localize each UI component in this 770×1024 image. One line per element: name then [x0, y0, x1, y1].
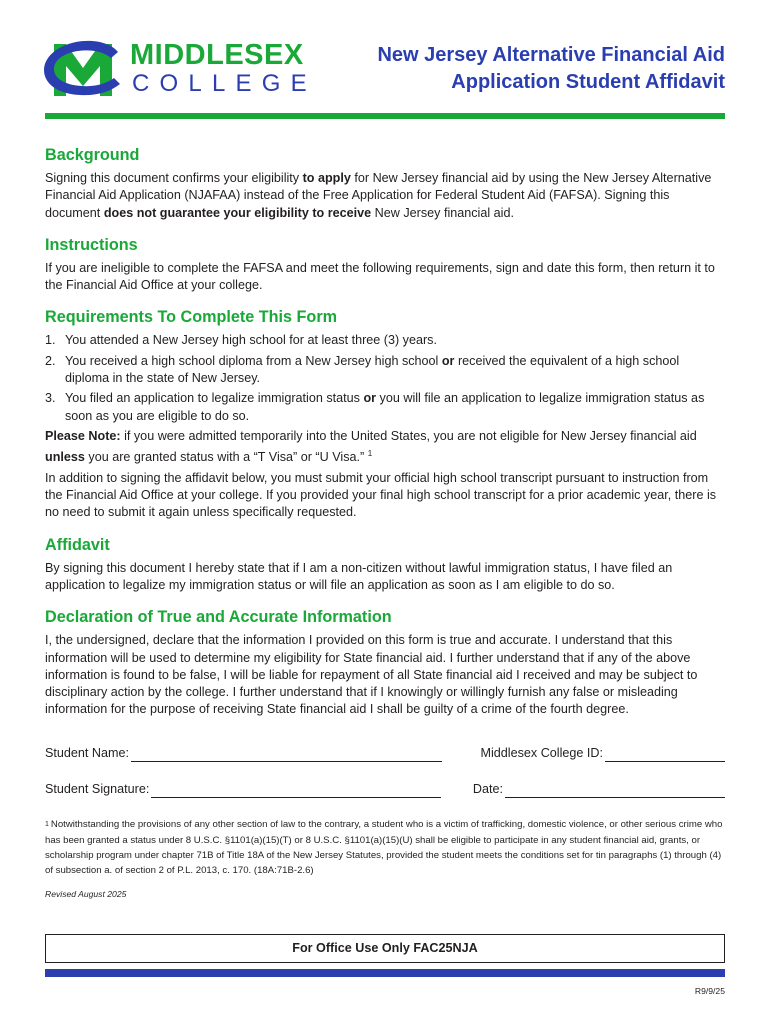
- list-item: [45, 353, 725, 388]
- requirements-list: [45, 332, 725, 424]
- title-line-1: New Jersey Alternative Financial Aid: [377, 44, 725, 66]
- college-id-line[interactable]: [605, 749, 725, 762]
- footnote-text: Notwithstanding the provisions of any other section of law to the contrary, a student who is a victim of trafficking, domestic violence, or other serious crime who has been granted a status under 8 U.S.C. §1101(a)(15)(T) or 8 U.S.C. §1101(a)(15)(U) shall be eligible to participate in any student financial aid, grants, or scholarship program under chapter 71B of Title 18A of the New Jersey Statutes, provided the student meets the conditions set for tin paragraphs (1) through (4) of subsection a. of section 2 of P.L. 2013, c. 170. (18A:71B-2.6): [45, 819, 723, 876]
- document-body: [45, 145, 725, 903]
- header-divider: [45, 113, 725, 119]
- list-item: [45, 390, 725, 425]
- student-name-field[interactable]: [45, 745, 442, 762]
- list-item-text: received the equivalent of a high school diploma in the state of New Jersey.: [65, 353, 680, 386]
- college-logo: [40, 38, 320, 100]
- mc-monogram-icon: [40, 38, 126, 98]
- background-text: [45, 170, 725, 222]
- background-bold-2: does not guarantee your eligibility to receive: [103, 205, 372, 220]
- background-text-2: for New Jersey financial aid by using the New Jersey Alternative Financial Aid Application (NJAFAA) instead of the Free Application for Federal Student Aid (FAFSA). Signing this document: [45, 171, 712, 220]
- background-text-3: New Jersey financial aid.: [371, 205, 514, 220]
- list-item-bold: or: [363, 391, 377, 406]
- background-bold-1: to apply: [302, 171, 351, 185]
- footer-divider: [45, 969, 725, 977]
- footnote-mark: 1: [45, 821, 49, 829]
- note-label: Please Note:: [45, 428, 121, 443]
- transcript-text: In addition to signing the affidavit below, you must submit your official high school transcript pursuant to instruction from the Financial Aid Office at your college. If you provided your final high school transcript for a prior academic year, there is no need to submit it again unless specifically requested.: [45, 470, 717, 520]
- college-id-field[interactable]: [481, 745, 726, 762]
- footnote: [45, 817, 725, 878]
- student-signature-field[interactable]: [45, 781, 441, 798]
- note-text-2: you are granted status with a “T Visa” or “U Visa.”: [84, 450, 365, 465]
- note-text-1: if you were admitted temporarily into the United States, you are not eligible for New Jersey financial aid: [120, 428, 697, 443]
- college-id-label: Middlesex College ID:: [480, 745, 603, 760]
- list-item-bold: or: [441, 353, 455, 368]
- declaration-heading: Declaration of True and Accurate Information: [45, 608, 392, 627]
- student-name-line[interactable]: [131, 749, 442, 762]
- signature-row-1: [45, 745, 725, 762]
- date-label: Date:: [472, 782, 503, 797]
- signature-row-2: [45, 781, 725, 798]
- date-line[interactable]: [505, 785, 725, 798]
- affidavit-heading: Affidavit: [45, 535, 110, 554]
- office-use-box: For Office Use Only FAC25NJA: [45, 934, 725, 963]
- list-item-text: You attended a New Jersey high school for at least three (3) years.: [65, 333, 437, 348]
- list-item-number: 3.: [45, 391, 56, 406]
- list-item-text: You received a high school diploma from a New Jersey high school: [65, 353, 442, 368]
- revision-code: R9/9/25: [694, 986, 725, 996]
- declaration-text: I, the undersigned, declare that the information I provided on this form is true and accurate. I understand that this information will be used to determine my eligibility for State financial aid. I further understand that if any of the above information is found to be false, I will be liable for repayment of all State financial aid I received and may be subject to disciplinary action by the college. I further understand that if I knowingly or willingly furnish any false or misleading information for the purpose of receiving State financial aid I shall be guilty of a crime of the fourth degree.: [45, 633, 698, 717]
- note-bold: unless: [45, 450, 85, 465]
- requirements-heading: Requirements To Complete This Form: [45, 308, 338, 327]
- list-item-text: You filed an application to legalize immigration status: [65, 391, 364, 406]
- document-title: [325, 42, 725, 96]
- list-item-number: 1.: [45, 333, 56, 348]
- list-item-number: 2.: [45, 353, 56, 368]
- affidavit-text: By signing this document I hereby state that if I am a non-citizen without lawful immigration status, I have filed an application to legalize my immigration status or will file an application as soon as I am eligible to do so.: [45, 560, 673, 592]
- footnote-ref: 1: [367, 449, 373, 459]
- instructions-heading: Instructions: [45, 235, 138, 254]
- list-item: [45, 332, 725, 349]
- page-header: [0, 0, 770, 112]
- background-heading: Background: [45, 146, 140, 164]
- student-name-label: Student Name:: [45, 745, 130, 760]
- revised-date: Revised August 2025: [45, 889, 127, 900]
- title-line-2: Application Student Affidavit: [451, 71, 725, 93]
- background-text-1: Signing this document confirms your eligibility: [45, 171, 303, 185]
- list-item-text: you will file an application to legalize immigration status as soon as you are eligible to do so.: [65, 391, 705, 423]
- logo-wordmark-bottom: COLLEGE: [132, 70, 317, 97]
- logo-wordmark-top: MIDDLESEX: [130, 39, 304, 71]
- date-field[interactable]: [473, 781, 725, 798]
- instructions-text: If you are ineligible to complete the FAFSA and meet the following requirements, sign and date this form, then return it to the Financial Aid Office at your college.: [45, 260, 715, 293]
- student-signature-line[interactable]: [151, 785, 441, 798]
- student-signature-label: Student Signature:: [45, 782, 150, 797]
- please-note: [45, 428, 725, 467]
